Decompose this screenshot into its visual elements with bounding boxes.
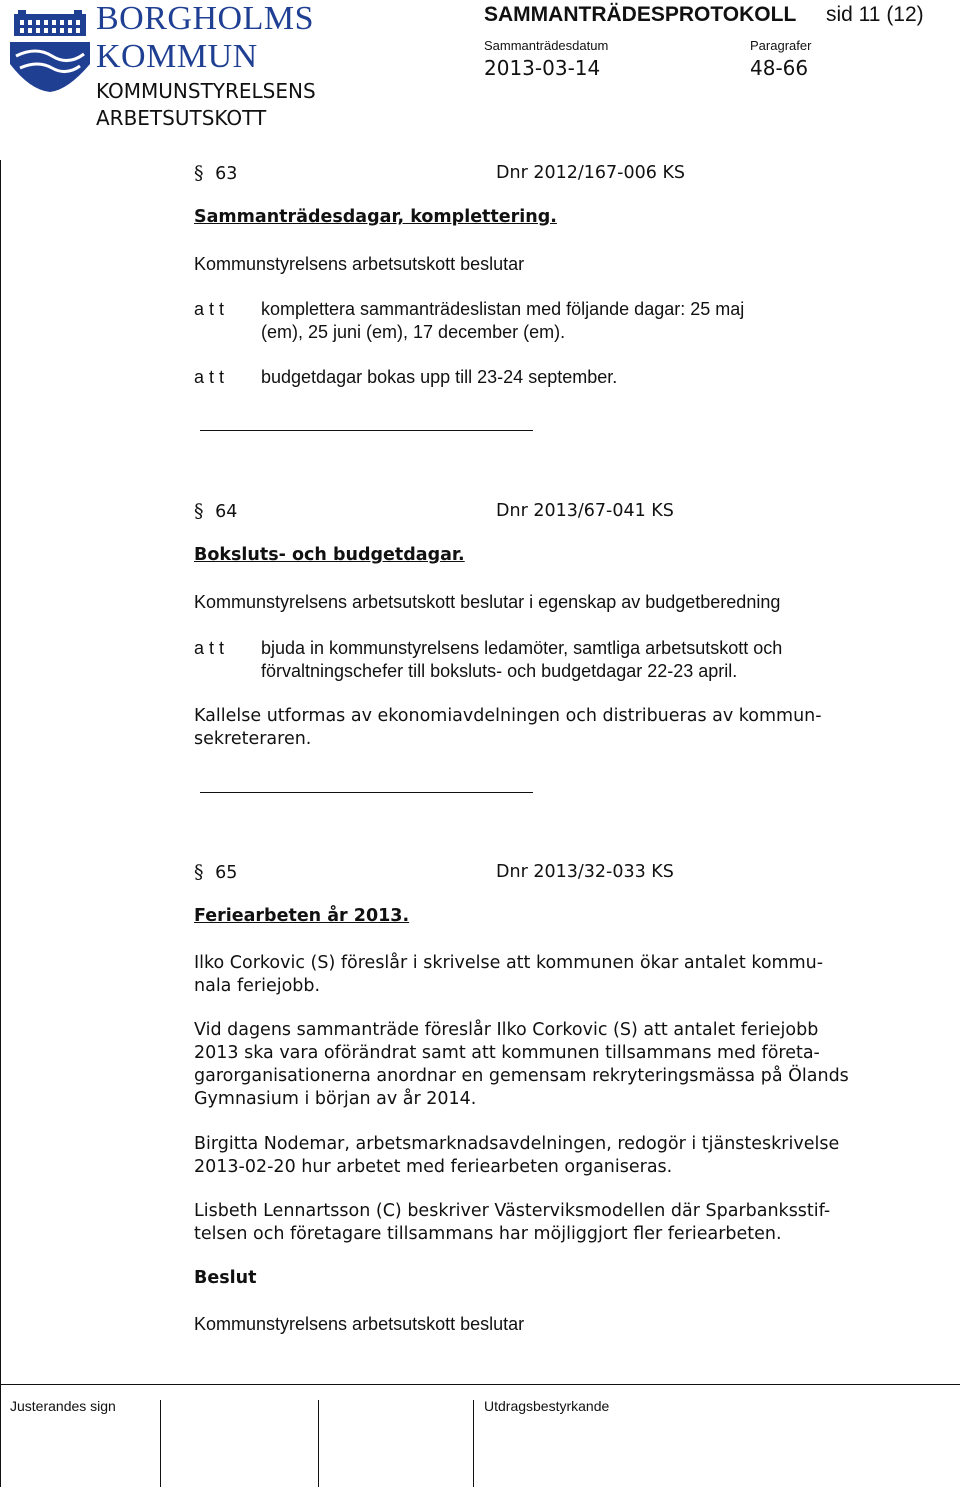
page-number: sid 11 (12) <box>826 3 924 26</box>
section-65-p1-line2: nala feriejobb. <box>194 976 321 996</box>
section-65-p2-line1: Vid dagens sammanträde föreslår Ilko Corkovic (S) att antalet feriejobb <box>194 1020 819 1040</box>
section-number: 63 <box>215 164 238 184</box>
paragraph-symbol: § <box>194 500 204 522</box>
paragraph-symbol: § <box>194 861 204 883</box>
section-64-header <box>194 500 237 524</box>
section-63-att2-text: budgetdagar bokas upp till 23-24 september. <box>261 367 618 387</box>
att-label: a t t <box>194 367 225 387</box>
section-63-att1-line2: (em), 25 juni (em), 17 december (em). <box>261 322 566 342</box>
paragraphs-value: 48-66 <box>750 56 809 80</box>
left-margin-line <box>0 160 1 1487</box>
meeting-date-value: 2013-03-14 <box>484 56 601 80</box>
signature-box-divider <box>318 1400 319 1487</box>
department-subname: ARBETSUTSKOTT <box>96 106 267 130</box>
decision-intro: Kommunstyrelsens arbetsutskott beslutar <box>194 1314 525 1334</box>
section-65-p1-line1: Ilko Corkovic (S) föreslår i skrivelse att kommunen ökar antalet kommu- <box>194 953 824 973</box>
section-64-note-line1: Kallelse utformas av ekonomiavdelningen och distribueras av kommun- <box>194 706 822 726</box>
section-64-title: Boksluts- och budgetdagar. <box>194 545 465 565</box>
paragraph-symbol: § <box>194 162 204 184</box>
section-64-dnr: Dnr 2013/67-041 KS <box>496 501 674 521</box>
section-number: 65 <box>215 863 238 883</box>
att-label: a t t <box>194 299 225 319</box>
department-name: KOMMUNSTYRELSENS <box>96 79 316 103</box>
section-65-p2-line2: 2013 ska vara oförändrat samt att kommunen tillsammans med företa- <box>194 1043 820 1063</box>
municipality-emblem-icon <box>8 6 92 94</box>
section-65-p4-line2: telsen och företagare tillsammans har möjliggjort fler feriearbeten. <box>194 1224 782 1244</box>
section-63-header <box>194 162 237 186</box>
section-separator <box>200 430 533 431</box>
section-65-dnr: Dnr 2013/32-033 KS <box>496 862 674 882</box>
signature-label: Justerandes sign <box>10 1398 116 1414</box>
section-64-att1-line2: förvaltningschefer till boksluts- och budgetdagar 22-23 april. <box>261 661 738 681</box>
logo-text-borgholms: BORGHOLMS <box>96 0 314 37</box>
section-65-p2-line4: Gymnasium i början av år 2014. <box>194 1089 477 1109</box>
logo-text-kommun: KOMMUN <box>96 38 258 75</box>
footer-rule <box>0 1384 960 1385</box>
section-63-intro: Kommunstyrelsens arbetsutskott beslutar <box>194 254 525 274</box>
decision-heading: Beslut <box>194 1268 257 1288</box>
section-number: 64 <box>215 502 238 522</box>
signature-box-divider <box>160 1400 161 1487</box>
section-63-dnr: Dnr 2012/167-006 KS <box>496 163 686 183</box>
section-separator <box>200 792 533 793</box>
att-label: a t t <box>194 638 225 658</box>
section-64-note-line2: sekreteraren. <box>194 729 312 749</box>
section-63-title: Sammanträdesdagar, komplettering. <box>194 207 557 227</box>
section-65-header <box>194 861 237 885</box>
paragraphs-label: Paragrafer <box>750 38 812 53</box>
certified-extract-label: Utdragsbestyrkande <box>484 1398 610 1414</box>
meeting-date-label: Sammanträdesdatum <box>484 38 609 53</box>
section-63-att1-line1: komplettera sammanträdeslistan med följande dagar: 25 maj <box>261 299 745 319</box>
signature-box-divider <box>473 1400 474 1487</box>
section-64-intro: Kommunstyrelsens arbetsutskott beslutar i egenskap av budgetberedning <box>194 592 781 612</box>
section-65-p3-line2: 2013-02-20 hur arbetet med feriearbeten organiseras. <box>194 1157 673 1177</box>
section-64-att1-line1: bjuda in kommunstyrelsens ledamöter, samtliga arbetsutskott och <box>261 638 783 658</box>
section-65-title: Feriearbeten år 2013. <box>194 906 410 926</box>
section-65-p4-line1: Lisbeth Lennartsson (C) beskriver Västerviksmodellen där Sparbanksstif- <box>194 1201 831 1221</box>
section-65-p2-line3: garorganisationerna anordnar en gemensam rekryteringsmässa på Ölands <box>194 1066 849 1086</box>
section-65-p3-line1: Birgitta Nodemar, arbetsmarknadsavdelningen, redogör i tjänsteskrivelse <box>194 1134 840 1154</box>
document-title: SAMMANTRÄDESPROTOKOLL <box>484 3 797 26</box>
